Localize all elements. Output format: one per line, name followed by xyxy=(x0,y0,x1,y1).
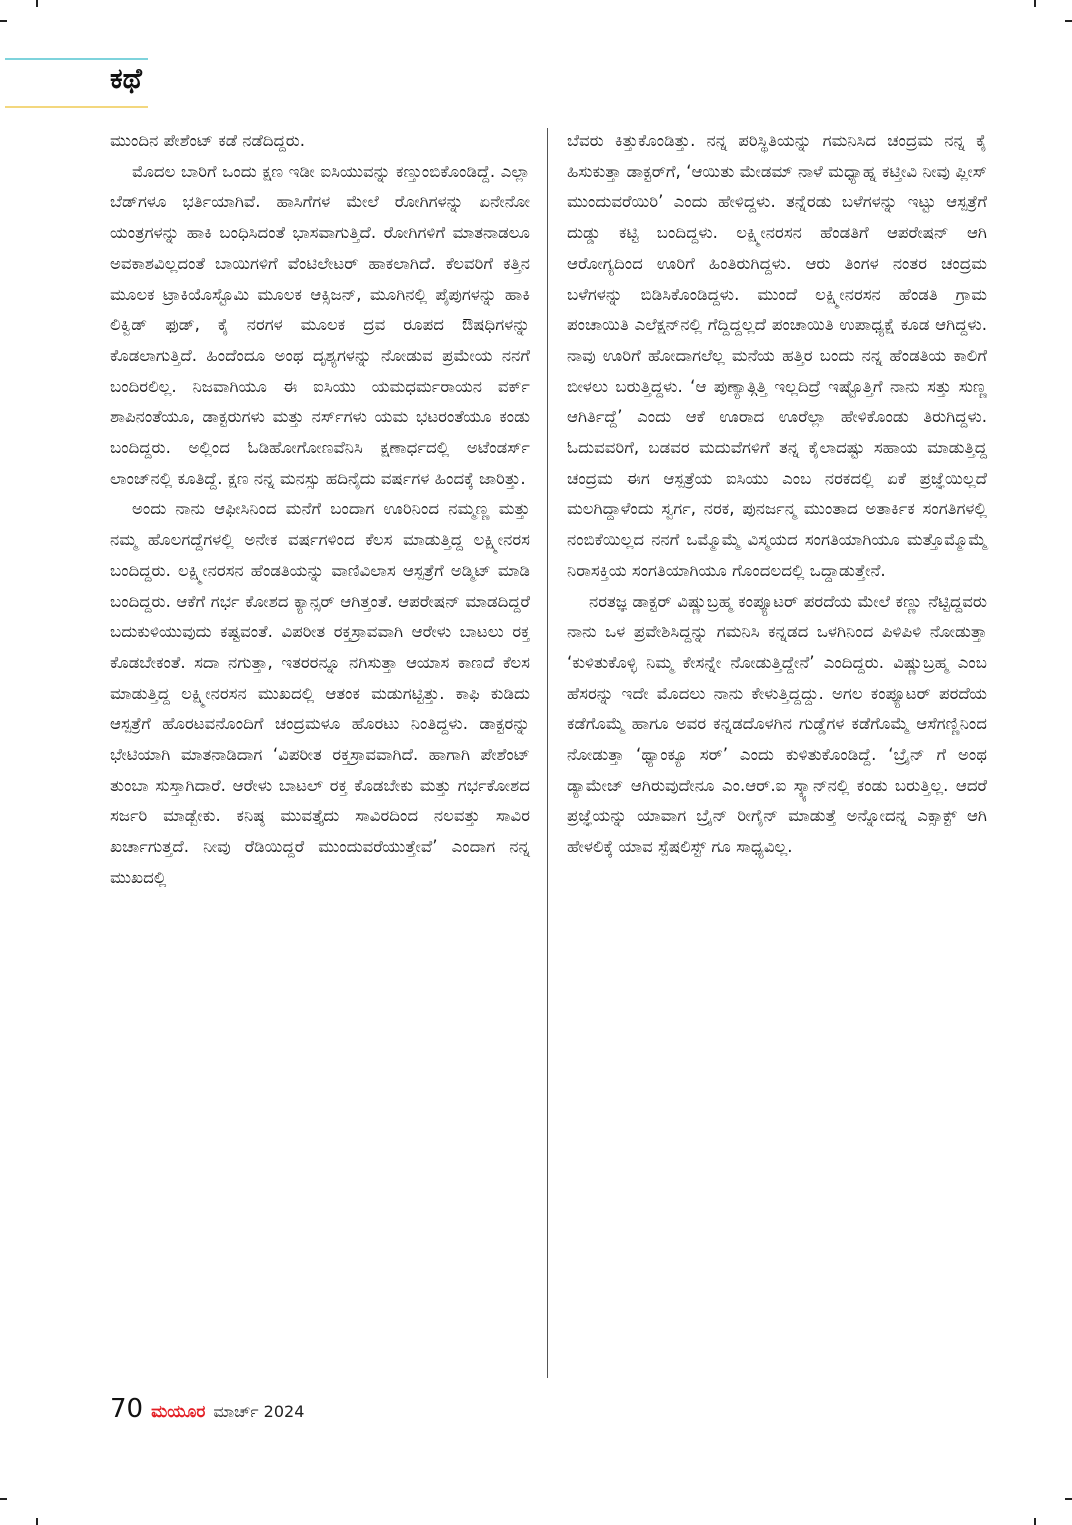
crop-mark xyxy=(1034,0,1036,7)
crop-mark xyxy=(1065,20,1072,22)
crop-mark xyxy=(0,20,7,22)
page-footer xyxy=(110,1394,304,1424)
paragraph: ಮುಂದಿನ ಪೇಶೆಂಟ್ ಕಡೆ ನಡೆದಿದ್ದರು. xyxy=(110,131,306,150)
page-number: 70 xyxy=(110,1394,144,1424)
text-column-right xyxy=(567,126,987,863)
text-column-left xyxy=(110,126,530,894)
magazine-logo: ಮಯೂರ xyxy=(151,1402,206,1422)
section-title: ಕಥೆ xyxy=(110,62,142,95)
crop-mark xyxy=(36,1518,38,1525)
paragraph: ಅಂದು ನಾನು ಆಫೀಸಿನಿಂದ ಮನೆಗೆ ಬಂದಾಗ ಊರಿನಿಂದ ನಮ್ಮಣ್ಣ ಮತ್ತು ನಮ್ಮ ಹೊಲಗದ್ದೆಗಳಲ್ಲಿ ಅನೇಕ ವರ್ಷಗಳಿಂದ ಕೆಲಸ ಮಾಡುತ್ತಿದ್ದ ಲಕ್ಷ್ಮೀನರಸ ಬಂದಿದ್ದರು. ಲಕ್ಷ್ಮೀನರಸನ ಹೆಂಡತಿಯನ್ನು ವಾಣಿವಿಲಾಸ ಆಸ್ಪತ್ರೆಗೆ ಅಡ್ಮಿಟ್ ಮಾಡಿ ಬಂದಿದ್ದರು. ಆಕೆಗೆ ಗರ್ಭ ಕೋಶದ ಕ್ಯಾನ್ಸರ್ ಆಗಿತ್ತಂತೆ. ಆಪರೇಷನ್ ಮಾಡದಿದ್ದರೆ ಬದುಕುಳಿಯುವುದು ಕಷ್ಟವಂತೆ. ವಿಪರೀತ ರಕ್ತಸ್ರಾವವಾಗಿ ಆರೇಳು ಬಾಟಲು ರಕ್ತ ಕೊಡಬೇಕಂತೆ. ಸದಾ ನಗುತ್ತಾ, ಇತರರನ್ನೂ ನಗಿಸುತ್ತಾ ಆಯಾಸ ಕಾಣದೆ ಕೆಲಸ ಮಾಡುತ್ತಿದ್ದ ಲಕ್ಷ್ಮೀನರಸನ ಮುಖದಲ್ಲಿ ಆತಂಕ ಮಡುಗಟ್ಟಿತ್ತು. ಕಾಫಿ ಕುಡಿದು ಆಸ್ಪತ್ರೆಗೆ ಹೊರಟವನೊಂದಿಗೆ ಚಂದ್ರಮಳೂ ಹೊರಟು ನಿಂತಿದ್ದಳು. ಡಾಕ್ಟರನ್ನು ಭೇಟಿಯಾಗಿ ಮಾತನಾಡಿದಾಗ ‘ವಿಪರೀತ ರಕ್ತಸ್ರಾವವಾಗಿದೆ. ಹಾಗಾಗಿ ಪೇಶೆಂಟ್ ತುಂಬಾ ಸುಸ್ತಾಗಿದಾರೆ. ಆರೇಳು ಬಾಟಲ್ ರಕ್ತ ಕೊಡಬೇಕು ಮತ್ತು ಗರ್ಭಕೋಶದ ಸರ್ಜರಿ ಮಾಡ್ಬೇಕು. ಕನಿಷ್ಠ ಮುವತ್ತೈದು ಸಾವಿರದಿಂದ ನಲವತ್ತು ಸಾವಿರ ಖರ್ಚಾಗುತ್ತದೆ. ನೀವು ರೆಡಿಯಿದ್ದರೆ ಮುಂದುವರೆಯುತ್ತೇವೆ’ ಎಂದಾಗ ನನ್ನ ಮುಖದಲ್ಲಿ xyxy=(110,499,530,887)
header-rule-bottom xyxy=(5,106,148,108)
column-divider xyxy=(547,128,548,1378)
crop-mark xyxy=(36,0,38,7)
paragraph: ನರತಜ್ಞ ಡಾಕ್ಟರ್ ವಿಷ್ಣುಬ್ರಹ್ಮ ಕಂಪ್ಯೂಟರ್ ಪರದೆಯ ಮೇಲೆ ಕಣ್ಣು ನೆಟ್ಟಿದ್ದವರು ನಾನು ಒಳ ಪ್ರವೇಶಿಸಿದ್ದನ್ನು ಗಮನಿಸಿ ಕನ್ನಡದ ಒಳಗಿನಿಂದ ಪಿಳಿಪಿಳಿ ನೋಡುತ್ತಾ ‘ಕುಳಿತುಕೊಳ್ಳಿ ನಿಮ್ಮ ಕೇಸನ್ನೇ ನೋಡುತ್ತಿದ್ದೇನೆ’ ಎಂದಿದ್ದರು. ವಿಷ್ಣುಬ್ರಹ್ಮ ಎಂಬ ಹೆಸರನ್ನು ಇದೇ ಮೊದಲು ನಾನು ಕೇಳುತ್ತಿದ್ದದ್ದು. ಅಗಲ ಕಂಪ್ಯೂಟರ್ ಪರದೆಯ ಕಡೆಗೊಮ್ಮೆ ಹಾಗೂ ಅವರ ಕನ್ನಡದೊಳಗಿನ ಗುಡ್ಡೆಗಳ ಕಡೆಗೊಮ್ಮೆ ಆಸೆಗಣ್ಣಿನಿಂದ ನೋಡುತ್ತಾ ‘ಥ್ಯಾಂಕ್ಯೂ ಸರ್’ ಎಂದು ಕುಳಿತುಕೊಂಡಿದ್ದೆ. ‘ಬ್ರೈನ್ ಗೆ ಅಂಥ ಡ್ಯಾಮೇಜ್ ಆಗಿರುವುದೇನೂ ಎಂ.ಆರ್.ಐ ಸ್ಕ್ಯಾನ್‌ನಲ್ಲಿ ಕಂಡು ಬರುತ್ತಿಲ್ಲ. ಆದರೆ ಪ್ರಜ್ಞೆಯನ್ನು ಯಾವಾಗ ಬ್ರೈನ್ ರೀಗೈನ್ ಮಾಡುತ್ತೆ ಅನ್ನೋದನ್ನ ಎಕ್ಸಾಕ್ಟ್ ಆಗಿ ಹೇಳಲಿಕ್ಕೆ ಯಾವ ಸ್ಪೆಷಲಿಸ್ಟ್ ಗೂ ಸಾಧ್ಯವಿಲ್ಲ. xyxy=(567,591,987,857)
header-rule-top xyxy=(5,58,148,60)
crop-mark xyxy=(0,1498,7,1500)
paragraph: ಮೊದಲ ಬಾರಿಗೆ ಒಂದು ಕ್ಷಣ ಇಡೀ ಐಸಿಯುವನ್ನು ಕಣ್ತುಂಬಿಕೊಂಡಿದ್ದೆ. ಎಲ್ಲಾ ಬೆಡ್‌ಗಳೂ ಭರ್ತಿಯಾಗಿವೆ. ಹಾಸಿಗೆಗಳ ಮೇಲೆ ರೋಗಿಗಳನ್ನು ಏನೇನೋ ಯಂತ್ರಗಳನ್ನು ಹಾಕಿ ಬಂಧಿಸಿದಂತೆ ಭಾಸವಾಗುತ್ತಿದೆ. ರೋಗಿಗಳಿಗೆ ಮಾತನಾಡಲೂ ಅವಕಾಶವಿಲ್ಲದಂತೆ ಬಾಯಿಗಳಿಗೆ ವೆಂಟಿಲೇಟರ್ ಹಾಕಲಾಗಿದೆ. ಕೆಲವರಿಗೆ ಕತ್ತಿನ ಮೂಲಕ ಟ್ರಾಕಿಯೊಸ್ಟೊಮಿ ಮೂಲಕ ಆಕ್ಸಿಜನ್, ಮೂಗಿನಲ್ಲಿ ಪೈಪುಗಳನ್ನು ಹಾಕಿ ಲಿಕ್ವಿಡ್ ಫುಡ್, ಕೈ ನರಗಳ ಮೂಲಕ ದ್ರವ ರೂಪದ ಔಷಧಿಗಳನ್ನು ಕೊಡಲಾಗುತ್ತಿದೆ. ಹಿಂದೆಂದೂ ಅಂಥ ದೃಶ್ಯಗಳನ್ನು ನೋಡುವ ಪ್ರಮೇಯ ನನಗೆ ಬಂದಿರಲಿಲ್ಲ. ನಿಜವಾಗಿಯೂ ಈ ಐಸಿಯು ಯಮಧರ್ಮರಾಯನ ವರ್ಕ್ ಶಾಪಿನಂತೆಯೂ, ಡಾಕ್ಟರುಗಳು ಮತ್ತು ನರ್ಸ್‌ಗಳು ಯಮ ಭಟರಂತೆಯೂ ಕಂಡು ಬಂದಿದ್ದರು. ಅಲ್ಲಿಂದ ಓಡಿಹೋಗೋಣವೆನಿಸಿ ಕ್ಷಣಾರ್ಧದಲ್ಲಿ ಅಟೆಂಡರ್ಸ್ ಲಾಂಜ್‌ನಲ್ಲಿ ಕೂತಿದ್ದೆ. ಕ್ಷಣ ನನ್ನ ಮನಸ್ಸು ಹದಿನೈದು ವರ್ಷಗಳ ಹಿಂದಕ್ಕೆ ಜಾರಿತ್ತು. xyxy=(110,161,530,488)
issue-date: ಮಾರ್ಚ್ 2024 xyxy=(213,1402,305,1421)
crop-mark xyxy=(1034,1518,1036,1525)
crop-mark xyxy=(1065,1498,1072,1500)
paragraph: ಬೆವರು ಕಿತ್ತುಕೊಂಡಿತ್ತು. ನನ್ನ ಪರಿಸ್ಥಿತಿಯನ್ನು ಗಮನಿಸಿದ ಚಂದ್ರಮ ನನ್ನ ಕೈ ಹಿಸುಕುತ್ತಾ ಡಾಕ್ಟರ್‌ಗೆ, ‘ಆಯಿತು ಮೇಡಮ್ ನಾಳೆ ಮಧ್ಯಾಹ್ನ ಕಟ್ತೀವಿ ನೀವು ಪ್ಲೀಸ್ ಮುಂದುವರೆಯಿರಿ’ ಎಂದು ಹೇಳಿದ್ದಳು. ತನ್ನೆರಡು ಬಳೆಗಳನ್ನು ಇಟ್ಟು ಆಸ್ಪತ್ರೆಗೆ ದುಡ್ಡು ಕಟ್ಟಿ ಬಂದಿದ್ದಳು. ಲಕ್ಷ್ಮೀನರಸನ ಹೆಂಡತಿಗೆ ಆಪರೇಷನ್ ಆಗಿ ಆರೋಗ್ಯದಿಂದ ಊರಿಗೆ ಹಿಂತಿರುಗಿದ್ದಳು. ಆರು ತಿಂಗಳ ನಂತರ ಚಂದ್ರಮ ಬಳೆಗಳನ್ನು ಬಿಡಿಸಿಕೊಂಡಿದ್ದಳು. ಮುಂದೆ ಲಕ್ಷ್ಮೀನರಸನ ಹೆಂಡತಿ ಗ್ರಾಮ ಪಂಚಾಯಿತಿ ಎಲೆಕ್ಷನ್‌ನಲ್ಲಿ ಗೆದ್ದಿದ್ದಲ್ಲದೆ ಪಂಚಾಯಿತಿ ಉಪಾಧ್ಯಕ್ಷೆ ಕೂಡ ಆಗಿದ್ದಳು. ನಾವು ಊರಿಗೆ ಹೋದಾಗಲೆಲ್ಲ ಮನೆಯ ಹತ್ತಿರ ಬಂದು ನನ್ನ ಹೆಂಡತಿಯ ಕಾಲಿಗೆ ಬೀಳಲು ಬರುತ್ತಿದ್ದಳು. ‘ಆ ಪುಣ್ಯಾತ್ಗಿತ್ತಿ ಇಲ್ಲದಿದ್ರೆ ಇಷ್ಟೊತ್ತಿಗೆ ನಾನು ಸತ್ತು ಸುಣ್ಣ ಆಗಿರ್ತಿದ್ದೆ’ ಎಂದು ಆಕೆ ಊರಾದ ಊರೆಲ್ಲಾ ಹೇಳಿಕೊಂಡು ತಿರುಗಿದ್ದಳು. ಓದುವವರಿಗೆ, ಬಡವರ ಮದುವೆಗಳಿಗೆ ತನ್ನ ಕೈಲಾದಷ್ಟು ಸಹಾಯ ಮಾಡುತ್ತಿದ್ದ ಚಂದ್ರಮ ಈಗ ಆಸ್ಪತ್ರೆಯ ಐಸಿಯು ಎಂಬ ನರಕದಲ್ಲಿ ಏಕೆ ಪ್ರಜ್ಞೆಯಿಲ್ಲದೆ ಮಲಗಿದ್ದಾಳೆಂದು ಸ್ವರ್ಗ, ನರಕ, ಪುನರ್ಜನ್ಮ ಮುಂತಾದ ಅತಾರ್ಕಿಕ ಸಂಗತಿಗಳಲ್ಲಿ ನಂಬಿಕೆಯಿಲ್ಲದ ನನಗೆ ಒಮ್ಮೊಮ್ಮೆ ವಿಸ್ಮಯದ ಸಂಗತಿಯಾಗಿಯೂ ಮತ್ತೊಮ್ಮೊಮ್ಮೆ ನಿರಾಸಕ್ತಿಯ ಸಂಗತಿಯಾಗಿಯೂ ಗೊಂದಲದಲ್ಲಿ ಒದ್ದಾಡುತ್ತೇನೆ. xyxy=(567,131,987,580)
